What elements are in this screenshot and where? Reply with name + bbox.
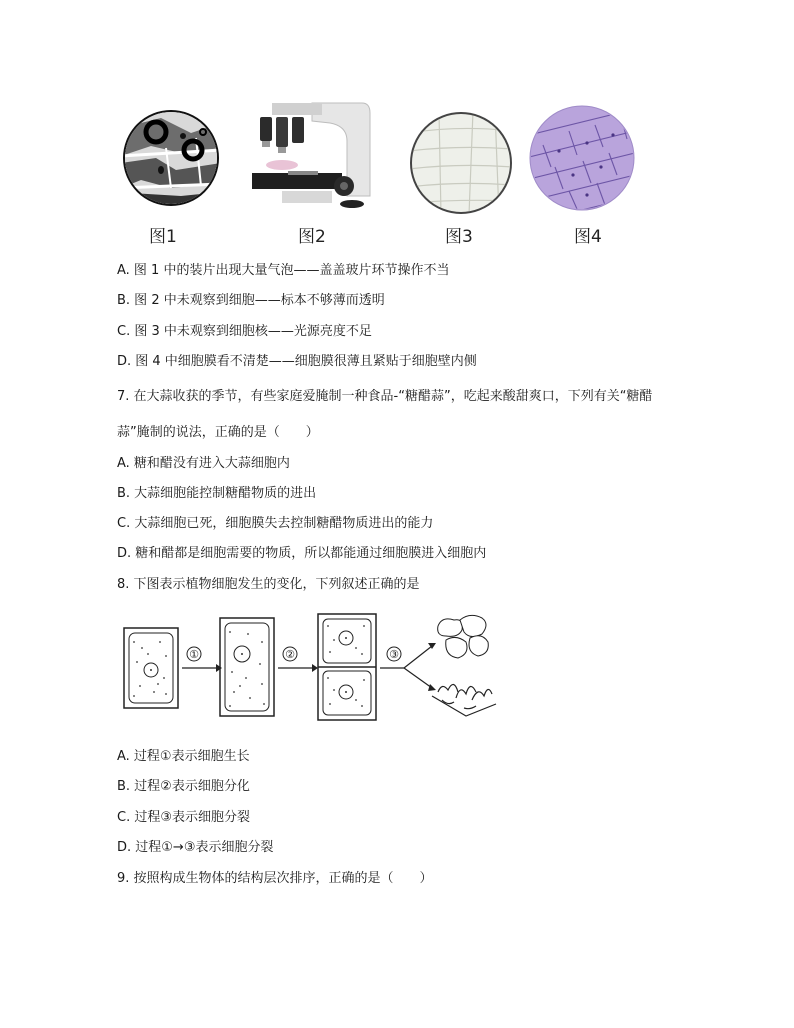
- figure-1-bubbles-micrograph: [121, 108, 221, 212]
- q6-option-b: B. 图 2 中未观察到细胞——标本不够薄而透明: [117, 293, 385, 308]
- figure-2-label: 图2: [298, 227, 326, 247]
- q8-cell-change-diagram: [120, 612, 500, 728]
- q6-option-d: D. 图 4 中细胞膜看不清楚——细胞膜很薄且紧贴于细胞壁内侧: [117, 354, 477, 369]
- q7-stem-line-1: 7. 在大蒜收获的季节，有些家庭爱腌制一种食品-“糖醋蒜”，吃起来酸甜爽口，下列有关“糖醋: [117, 389, 653, 404]
- q8-stem: 8. 下图表示植物细胞发生的变化，下列叙述正确的是: [117, 577, 420, 592]
- q7-option-d: D. 糖和醋都是细胞需要的物质，所以都能通过细胞膜进入细胞内: [117, 546, 487, 561]
- figure-4-stained-micrograph: [529, 105, 635, 215]
- q7-option-b: B. 大蒜细胞能控制糖醋物质的进出: [117, 486, 317, 501]
- q8-option-a: A. 过程①表示细胞生长: [117, 749, 250, 764]
- q6-option-a: A. 图 1 中的装片出现大量气泡——盖盖玻片环节操作不当: [117, 263, 450, 278]
- diagram-rounded-cells: [438, 615, 489, 658]
- q8-option-c: C. 过程③表示细胞分裂: [117, 810, 250, 825]
- figure-1-label: 图1: [149, 227, 177, 247]
- diagram-elongated-cells: [432, 684, 496, 716]
- figure-4-label: 图4: [574, 227, 602, 247]
- q7-option-c: C. 大蒜细胞已死，细胞膜失去控制糖醋物质进出的能力: [117, 516, 434, 531]
- diagram-cell-3-divided: [318, 614, 376, 720]
- diagram-label-2: ②: [285, 648, 295, 661]
- figure-2-microscope: [252, 101, 377, 213]
- q9-stem: 9. 按照构成生物体的结构层次排序，正确的是（ ）: [117, 871, 433, 886]
- diagram-label-3: ③: [389, 648, 399, 661]
- diagram-label-1: ①: [189, 648, 199, 661]
- q8-option-b: B. 过程②表示细胞分化: [117, 779, 250, 794]
- figure-3-faint-micrograph: [409, 111, 513, 219]
- q6-option-c: C. 图 3 中未观察到细胞核——光源亮度不足: [117, 324, 372, 339]
- q8-option-d: D. 过程①→③表示细胞分裂: [117, 840, 274, 855]
- q7-option-a: A. 糖和醋没有进入大蒜细胞内: [117, 456, 290, 471]
- diagram-cell-2: [220, 618, 274, 716]
- figure-3-label: 图3: [445, 227, 473, 247]
- diagram-cell-1: [124, 628, 178, 708]
- q7-stem-line-2: 蒜”腌制的说法，正确的是（ ）: [117, 425, 319, 440]
